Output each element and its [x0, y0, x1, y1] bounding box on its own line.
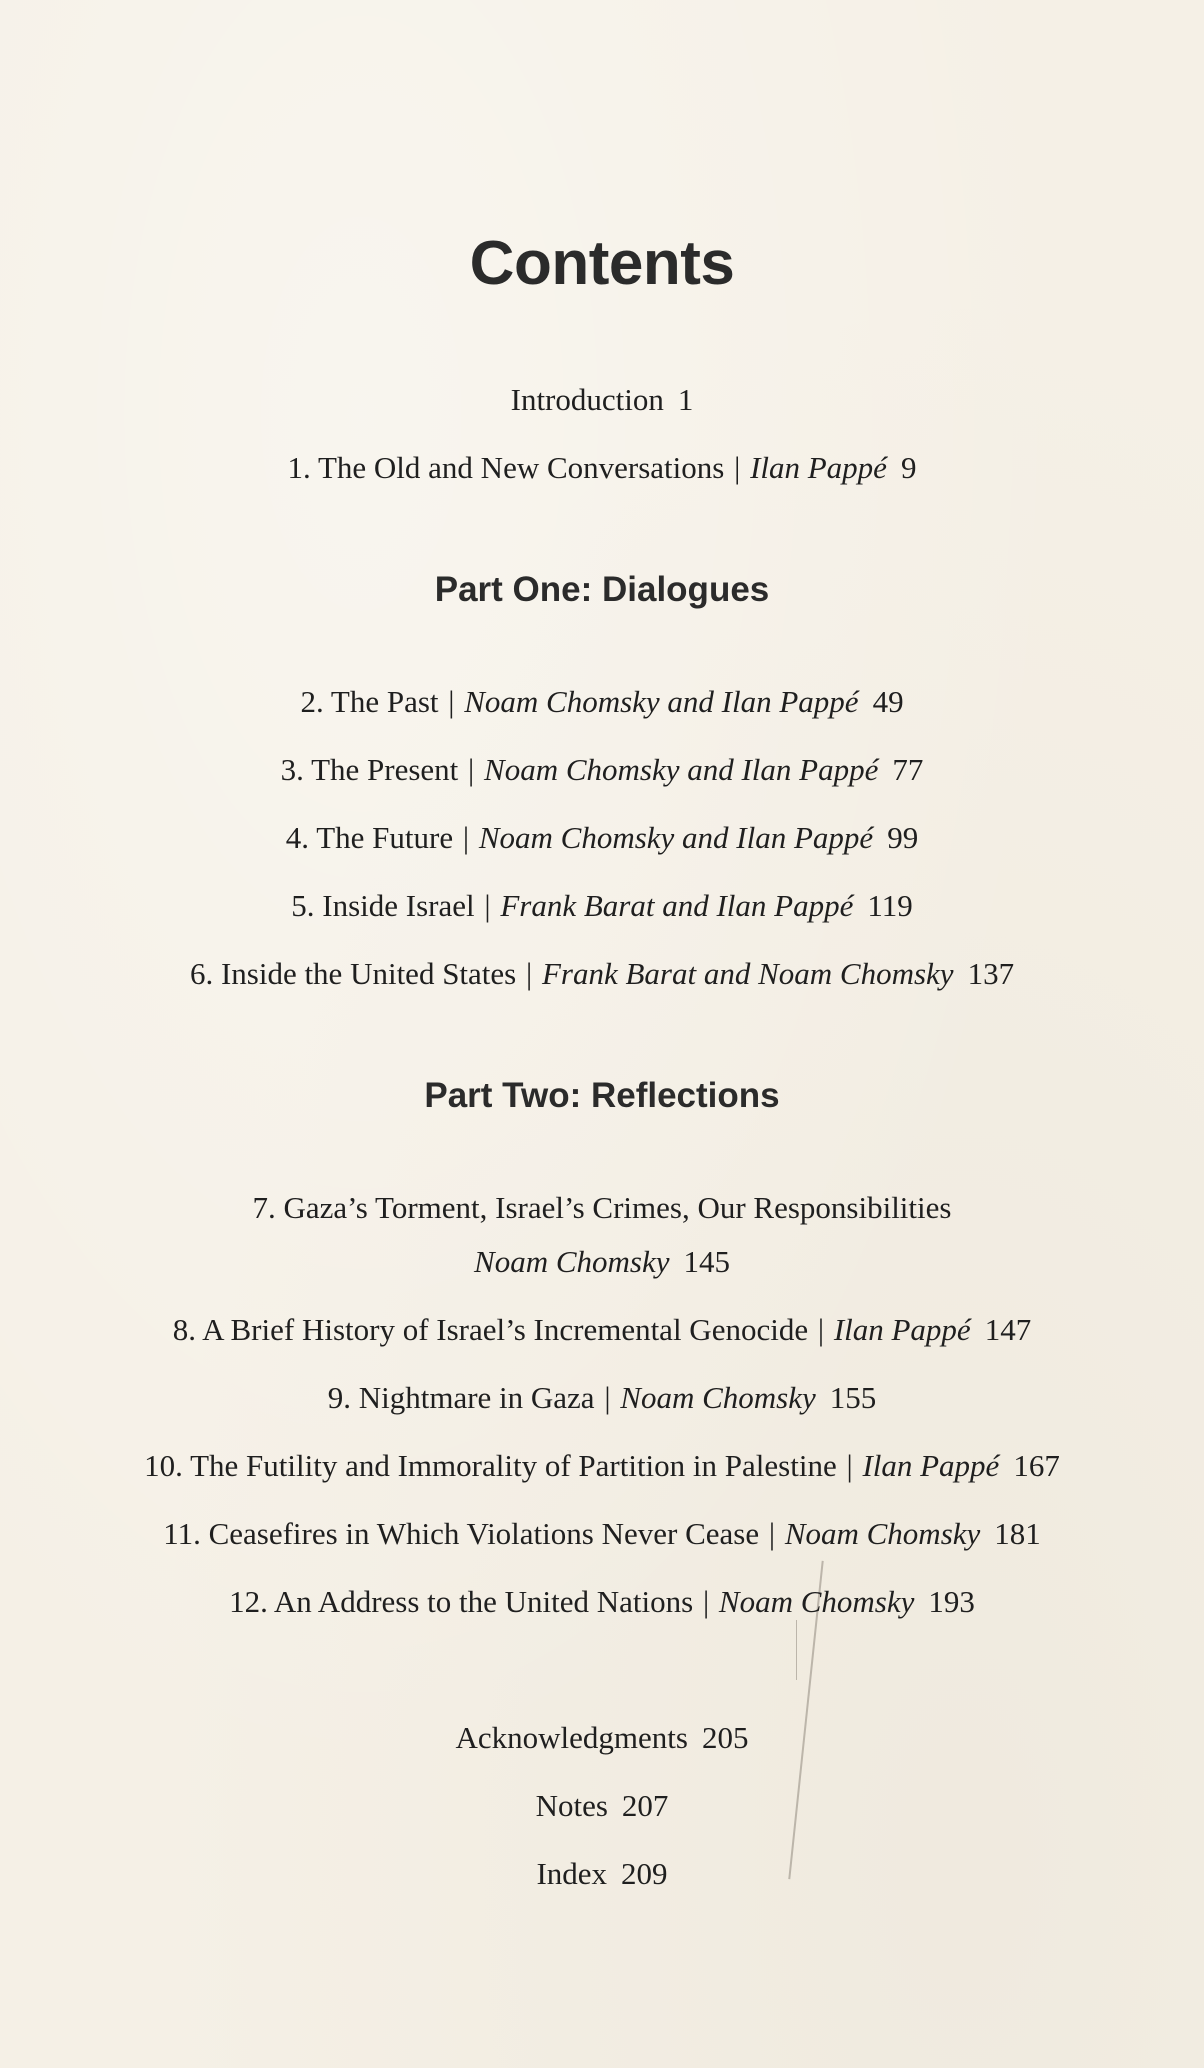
entry-label: 3. The Present	[280, 752, 459, 787]
entry-separator: |	[702, 1584, 710, 1619]
entry-author: Frank Barat and Ilan Pappé	[500, 888, 854, 923]
toc-entry-chapter-3	[0, 752, 1204, 788]
entry-page: 181	[994, 1516, 1041, 1551]
entry-separator: |	[846, 1448, 853, 1483]
entry-label: Notes	[535, 1788, 608, 1823]
entry-label: 12. An Address to the United Nations	[229, 1584, 694, 1619]
entry-author: Ilan Pappé	[862, 1448, 1000, 1483]
entry-label: 5. Inside Israel	[291, 888, 475, 923]
entry-separator: |	[462, 820, 470, 855]
toc-entry-chapter-6	[0, 956, 1204, 992]
entry-separator: |	[484, 888, 491, 923]
toc-entry-chapter-2	[0, 684, 1204, 720]
toc-entry-chapter-4	[0, 820, 1204, 856]
entry-label: 2. The Past	[300, 684, 439, 719]
entry-page: 147	[984, 1312, 1032, 1347]
toc-entry-chapter-12	[0, 1584, 1204, 1620]
entry-label: 4. The Future	[285, 820, 454, 855]
entry-page: 9	[900, 450, 917, 485]
entry-label: 6. Inside the United States	[189, 956, 517, 991]
toc-entry-chapter-8	[0, 1312, 1204, 1348]
entry-page: 145	[683, 1244, 730, 1279]
entry-separator: |	[526, 956, 533, 991]
entry-page: 193	[928, 1584, 975, 1619]
entry-author: Noam Chomsky	[718, 1584, 915, 1619]
entry-author: Noam Chomsky	[784, 1516, 981, 1551]
entry-separator: |	[448, 684, 455, 719]
entry-author: Noam Chomsky	[474, 1244, 670, 1279]
toc-entry-chapter-1	[0, 450, 1204, 486]
entry-page: 155	[829, 1380, 877, 1415]
toc-entry-chapter-5	[0, 888, 1204, 924]
entry-label: Index	[536, 1856, 608, 1891]
entry-page: 1	[677, 382, 694, 417]
entry-separator: |	[468, 752, 475, 787]
toc-entry-notes	[0, 1788, 1204, 1824]
entry-label: Acknowledgments	[455, 1720, 688, 1755]
entry-label: 7. Gaza’s Torment, Israel’s Crimes, Our Responsibilities	[252, 1190, 952, 1225]
entry-separator: |	[768, 1516, 776, 1551]
entry-page: 209	[621, 1856, 668, 1891]
toc-entry-chapter-7-author-line	[0, 1244, 1204, 1280]
toc-entry-chapter-11	[0, 1516, 1204, 1552]
entry-page: 119	[867, 888, 913, 923]
part-two-heading: Part Two: Reflections	[424, 1076, 780, 1115]
toc-entry-chapter-7	[0, 1190, 1204, 1226]
entry-author: Noam Chomsky	[620, 1380, 816, 1415]
entry-separator: |	[604, 1380, 611, 1415]
entry-label: 10. The Futility and Immorality of Partition in Palestine	[144, 1448, 837, 1483]
toc-entry-chapter-9	[0, 1380, 1204, 1416]
part-one-heading: Part One: Dialogues	[434, 570, 770, 609]
entry-page: 137	[967, 956, 1015, 991]
entry-label: 1. The Old and New Conversations	[287, 450, 725, 485]
entry-separator: |	[817, 1312, 825, 1347]
entry-author: Ilan Pappé	[750, 450, 887, 485]
entry-label: 11. Ceasefires in Which Violations Never Cease	[163, 1516, 760, 1551]
toc-entry-introduction	[0, 382, 1204, 418]
toc-entry-chapter-10	[0, 1448, 1204, 1484]
entry-label: 9. Nightmare in Gaza	[327, 1380, 595, 1415]
entry-author: Noam Chomsky and Ilan Pappé	[484, 752, 879, 787]
entry-separator: |	[734, 450, 741, 485]
entry-page: 205	[701, 1720, 749, 1755]
entry-page: 167	[1013, 1448, 1060, 1483]
paper-crease-upper	[796, 1620, 797, 1680]
page-title: Contents	[469, 229, 735, 298]
entry-label: 8. A Brief History of Israel’s Incremental Genocide	[172, 1312, 809, 1347]
entry-label: Introduction	[510, 382, 664, 417]
toc-entry-acknowledgments	[0, 1720, 1204, 1756]
entry-author: Ilan Pappé	[833, 1312, 971, 1347]
entry-page: 49	[872, 684, 904, 719]
entry-author: Noam Chomsky and Ilan Pappé	[478, 820, 874, 855]
entry-page: 99	[887, 820, 919, 855]
entry-page: 77	[892, 752, 924, 787]
entry-author: Frank Barat and Noam Chomsky	[541, 956, 954, 991]
entry-page: 207	[621, 1788, 669, 1823]
toc-entry-index	[0, 1856, 1204, 1892]
entry-author: Noam Chomsky and Ilan Pappé	[464, 684, 859, 719]
